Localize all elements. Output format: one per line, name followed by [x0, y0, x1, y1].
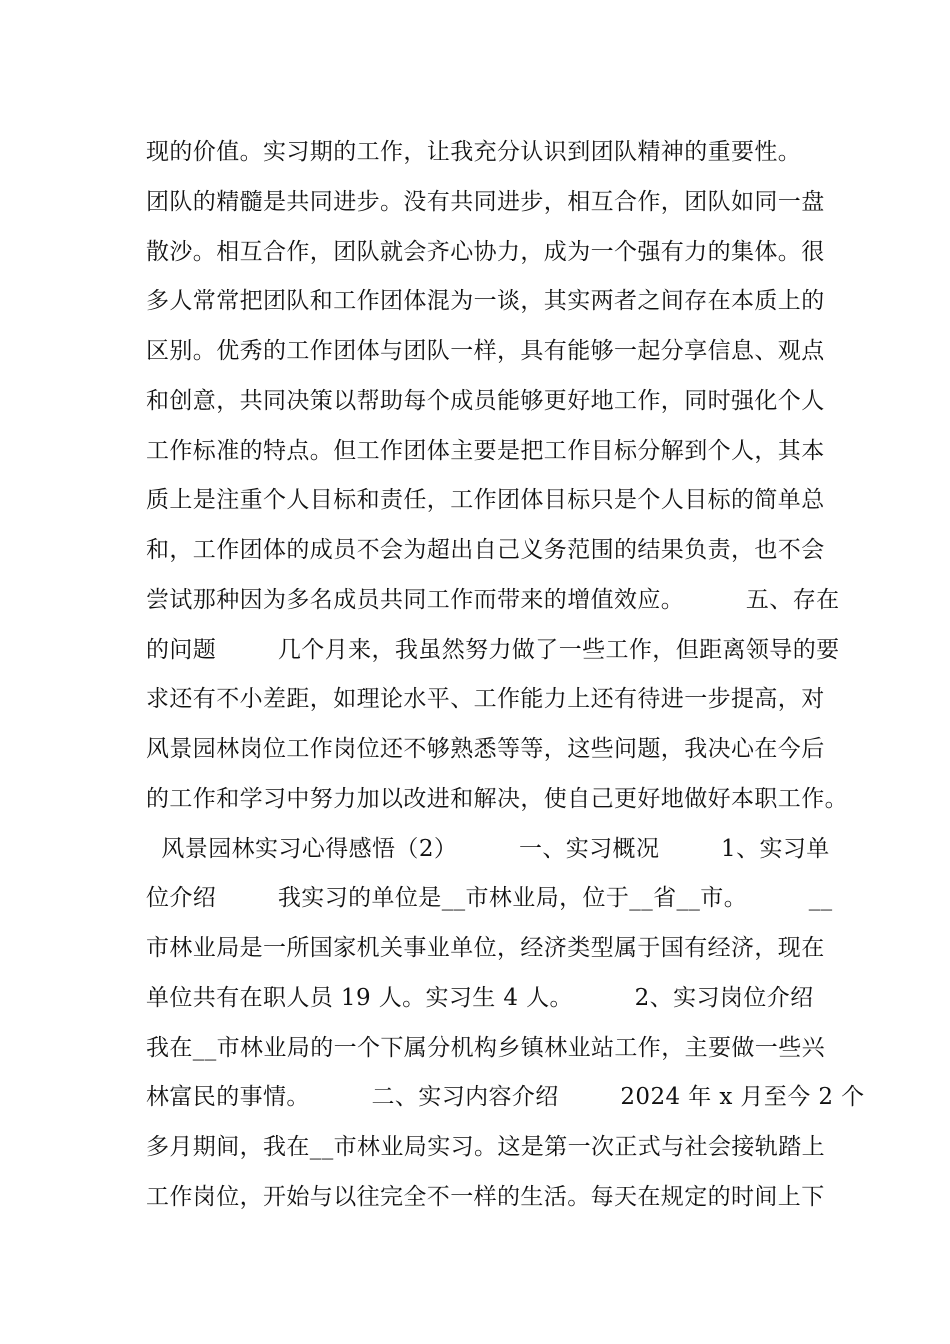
- text-line: 团队的精髓是共同进步。没有共同进步，相互合作，团队如同一盘: [146, 188, 825, 215]
- text-line: 多人常常把团队和工作团体混为一谈，其实两者之间存在本质上的: [146, 288, 825, 315]
- text-line: 位介绍 我实习的单位是__市林业局，位于__省__市。 __: [146, 885, 833, 912]
- text-line: 的问题 几个月来，我虽然努力做了一些工作，但距离领导的要: [146, 636, 840, 663]
- text-line: 工作岗位，开始与以往完全不一样的生活。每天在规定的时间上下: [146, 1183, 825, 1210]
- text-line: 风景园林岗位工作岗位还不够熟悉等等，这些问题，我决心在今后: [146, 736, 825, 762]
- text-line: 市林业局是一所国家机关事业单位，经济类型属于国有经济，现在: [146, 935, 825, 961]
- text-line: 和创意，共同决策以帮助每个成员能够更好地工作，同时强化个人: [146, 387, 825, 414]
- text-line: 单位共有在职人员 19 人。实习生 4 人。 2、实习岗位介绍: [146, 984, 814, 1011]
- text-line: 和，工作团体的成员不会为超出自己义务范围的结果负责，也不会: [146, 537, 825, 563]
- text-line: 林富民的事情。 二、实习内容介绍 2024 年 x 月至今 2 个: [146, 1084, 865, 1111]
- text-line: 区别。优秀的工作团体与团队一样，具有能够一起分享信息、观点: [146, 338, 825, 364]
- text-line: 求还有不小差距，如理论水平、工作能力上还有待进一步提高，对: [146, 686, 825, 713]
- text-line: 质上是注重个人目标和责任，工作团体目标只是个人目标的简单总: [146, 487, 825, 514]
- text-line: 工作标准的特点。但工作团体主要是把工作目标分解到个人，其本: [146, 437, 825, 464]
- section-heading-line: 风景园林实习心得感悟（2） 一、实习概况 1、实习单: [146, 835, 830, 862]
- text-line: 我在__市林业局的一个下属分机构乡镇林业站工作，主要做一些兴: [146, 1034, 825, 1061]
- text-line: 尝试那种因为多名成员共同工作而带来的增值效应。 五、存在: [146, 586, 840, 613]
- text-line: 的工作和学习中努力加以改进和解决，使自己更好地做好本职工作。: [146, 785, 848, 812]
- text-line: 多月期间，我在__市林业局实习。这是第一次正式与社会接轨踏上: [146, 1134, 825, 1160]
- text-line: 现的价值。实习期的工作，让我充分认识到团队精神的重要性。: [146, 139, 802, 165]
- text-line: 散沙。相互合作，团队就会齐心协力，成为一个强有力的集体。很: [146, 238, 825, 265]
- document-body-text: [146, 128, 865, 1223]
